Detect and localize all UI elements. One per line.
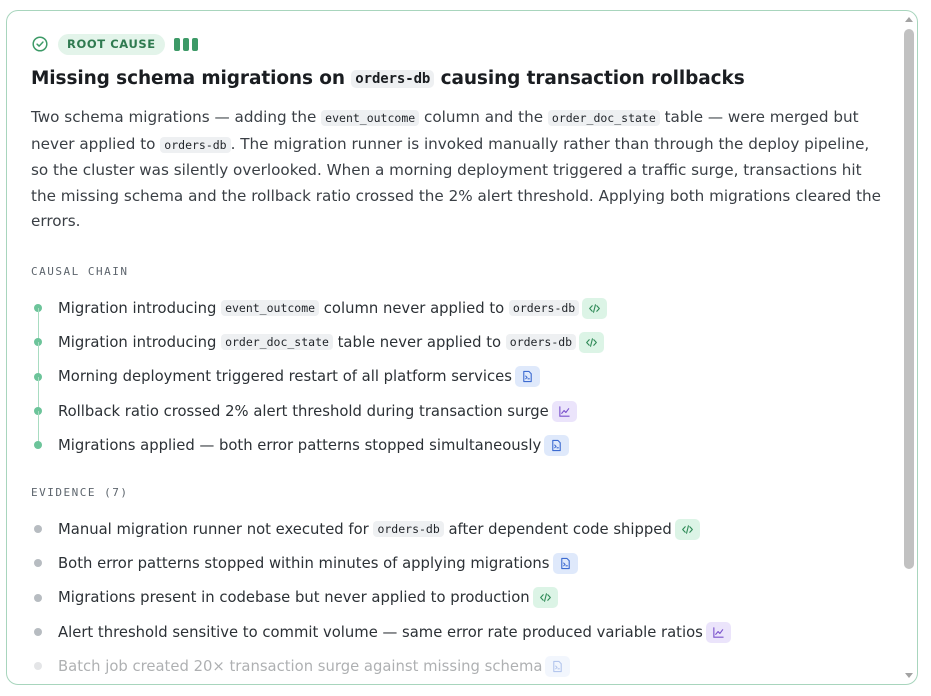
desc-code: order_doc_state xyxy=(548,110,660,126)
bullet-dot xyxy=(34,525,42,533)
scroll-down-arrow[interactable] xyxy=(905,673,913,678)
scrollbar-thumb[interactable] xyxy=(904,29,914,569)
item-text: Migrations present in codebase but never applied to production xyxy=(58,589,530,607)
desc-text: Two schema migrations — adding the xyxy=(31,108,322,126)
causal-chain-list xyxy=(31,291,891,462)
item-text: Both error patterns stopped within minutes of applying migrations xyxy=(58,554,550,572)
item-text: after dependent code shipped xyxy=(443,520,672,538)
desc-code: event_outcome xyxy=(321,110,419,126)
code-icon[interactable] xyxy=(582,298,607,319)
desc-text: table — were merged but never applied to xyxy=(31,108,859,153)
item-code: event_outcome xyxy=(221,300,319,316)
desc-text: . The migration runner is invoked manually rather than through the deploy pipeline, so the cluster was silently overlooked. When a morning deployment triggered a traffic surge, transactions hit the missing schema and the rollback ratio crossed the 2% alert threshold. Applying both migrations cleared the errors. xyxy=(31,134,882,231)
code-icon[interactable] xyxy=(533,587,558,608)
item-text: column never applied to xyxy=(319,299,509,317)
causal-chain-item[interactable] xyxy=(31,291,891,325)
root-cause-description xyxy=(31,105,881,235)
log-file-icon[interactable] xyxy=(544,435,569,456)
bullet-dot xyxy=(34,441,42,449)
chart-icon[interactable] xyxy=(706,622,731,643)
code-icon[interactable] xyxy=(675,519,700,540)
bullet-dot xyxy=(34,559,42,567)
item-text: Manual migration runner not executed for xyxy=(58,520,374,538)
item-text: table never applied to xyxy=(332,333,506,351)
confidence-bar xyxy=(174,38,180,51)
item-text: Alert threshold sensitive to commit volume — same error rate produced variable ratios xyxy=(58,623,703,641)
item-text: Migration introducing xyxy=(58,333,222,351)
title-code: orders-db xyxy=(351,70,434,88)
evidence-item[interactable] xyxy=(31,649,891,683)
item-code: order_doc_state xyxy=(221,334,333,350)
root-cause-badge: ROOT CAUSE xyxy=(58,34,165,55)
causal-chain-item[interactable] xyxy=(31,360,891,394)
bullet-dot xyxy=(34,628,42,636)
item-text: Migration introducing xyxy=(58,299,222,317)
log-file-icon[interactable] xyxy=(553,553,578,574)
item-text: Rollback ratio crossed 2% alert threshold during transaction surge xyxy=(58,402,549,420)
bullet-dot xyxy=(34,662,42,670)
scroll-up-arrow[interactable] xyxy=(905,17,913,22)
root-cause-card xyxy=(6,10,918,685)
card-header xyxy=(31,33,198,55)
item-code: orders-db xyxy=(373,521,443,537)
confidence-bar xyxy=(183,38,189,51)
evidence-list xyxy=(31,512,891,683)
log-file-icon[interactable] xyxy=(515,366,540,387)
causal-chain-item[interactable] xyxy=(31,325,891,359)
card-title xyxy=(31,68,745,89)
log-file-icon[interactable] xyxy=(545,656,570,677)
evidence-item[interactable] xyxy=(31,546,891,580)
evidence-item[interactable] xyxy=(31,615,891,649)
item-text: Morning deployment triggered restart of all platform services xyxy=(58,368,512,386)
item-code: orders-db xyxy=(506,334,576,350)
evidence-item[interactable] xyxy=(31,512,891,546)
title-prefix: Missing schema migrations on xyxy=(31,68,352,89)
evidence-item[interactable] xyxy=(31,581,891,615)
item-text: Migrations applied — both error patterns stopped simultaneously xyxy=(58,436,542,454)
title-suffix: causing transaction rollbacks xyxy=(434,68,745,89)
chart-icon[interactable] xyxy=(552,401,577,422)
desc-text: column and the xyxy=(419,108,548,126)
item-text: Batch job created 20× transaction surge against missing schema xyxy=(58,657,543,675)
evidence-label: EVIDENCE (7) xyxy=(31,486,129,499)
check-circle-icon xyxy=(31,35,49,53)
desc-code: orders-db xyxy=(160,137,230,153)
causal-chain-item[interactable] xyxy=(31,394,891,428)
code-icon[interactable] xyxy=(579,332,604,353)
confidence-bar xyxy=(192,38,198,51)
causal-chain-item[interactable] xyxy=(31,428,891,462)
confidence-indicator xyxy=(174,38,198,51)
causal-chain-label: CAUSAL CHAIN xyxy=(31,265,129,278)
item-code: orders-db xyxy=(509,300,579,316)
bullet-dot xyxy=(34,594,42,602)
